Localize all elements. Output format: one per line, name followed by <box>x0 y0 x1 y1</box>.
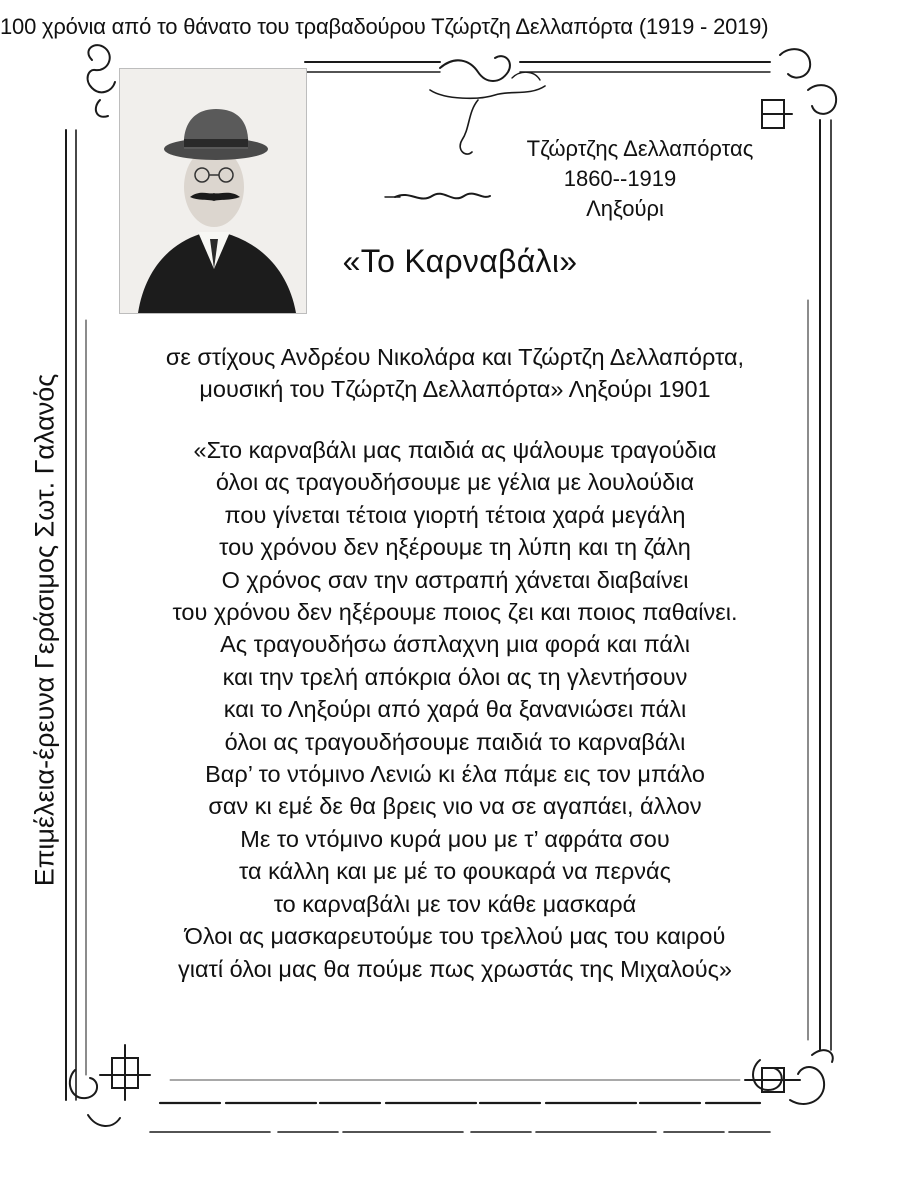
poem-credit <box>70 341 840 405</box>
verse-line: «Στο καρναβάλι μας παιδιά ας ψάλουμε τραγούδια <box>193 437 717 463</box>
page-header-title: 100 χρόνια από το θάνατο του τραβαδούρου Τζώρτζη Δελλαπόρτα (1919 - 2019) <box>0 14 769 39</box>
verse-line: και την τρελή απόκρια όλοι ας τη γλεντήσουν <box>222 663 688 690</box>
verse-line: όλοι ας τραγουδήσουμε με γέλια με λουλούδια <box>215 469 695 496</box>
bio-block <box>505 134 775 224</box>
poem-verses <box>70 434 840 985</box>
verse-line: γιατί όλοι μας θα πούμε πως χρωστάς της Μιχαλούς» <box>178 955 732 982</box>
verse-line: σαν κι εμέ δε θα βρεις νιο να σε αγαπάει, άλλον <box>208 793 702 820</box>
poem-title: «Το Καρναβάλι» <box>342 243 578 279</box>
verse-line: που γίνεται τέτοια γιορτή τέτοια χαρά μεγάλη <box>224 501 686 528</box>
bio-years: 1860--1919 <box>563 166 677 191</box>
portrait-photo <box>119 68 307 314</box>
side-credit-text: Επιμέλεια-έρευνα Γεράσιμος Σωτ. Γαλανός <box>29 373 60 887</box>
bio-name: Τζώρτζης Δελλαπόρτας <box>526 136 754 161</box>
verse-line: όλοι ας τραγουδήσουμε παιδιά το καρναβάλι <box>224 728 686 755</box>
credit-line: μουσική του Τζώρτζη Δελλαπόρτα» Ληξούρι 1901 <box>199 376 711 402</box>
portrait-man-hat-icon <box>120 69 306 313</box>
verse-line: τα κάλλη και με μέ το φουκαρά να περνάς <box>239 858 671 885</box>
verse-line: του χρόνου δεν ηξέρουμε ποιος ζει και ποιος παθαίνει. <box>172 599 738 626</box>
verse-line: Ο χρόνος σαν την αστραπή χάνεται διαβαίνει <box>221 566 689 593</box>
bio-place: Ληξούρι <box>586 196 664 221</box>
verse-line: Ας τραγουδήσω άσπλαχνη μια φορά και πάλι <box>220 631 690 658</box>
verse-line: Με το ντόμινο κυρά μου με τ’ αφράτα σου <box>240 825 670 852</box>
verse-line: του χρόνου δεν ηξέρουμε τη λύπη και τη ζάλη <box>219 534 691 561</box>
verse-line: Όλοι ας μασκαρευτούμε του τρελλού μας του καιρού <box>184 923 726 950</box>
verse-line: Βαρ’ το ντόμινο Λενιώ κι έλα πάμε εις τον μπάλο <box>205 761 705 788</box>
verse-line: και το Ληξούρι από χαρά θα ξανανιώσει πάλι <box>223 696 687 723</box>
verse-line: το καρναβάλι με τον κάθε μασκαρά <box>273 890 637 917</box>
credit-line: σε στίχους Ανδρέου Νικολάρα και Τζώρτζη Δελλαπόρτα, <box>165 344 745 370</box>
